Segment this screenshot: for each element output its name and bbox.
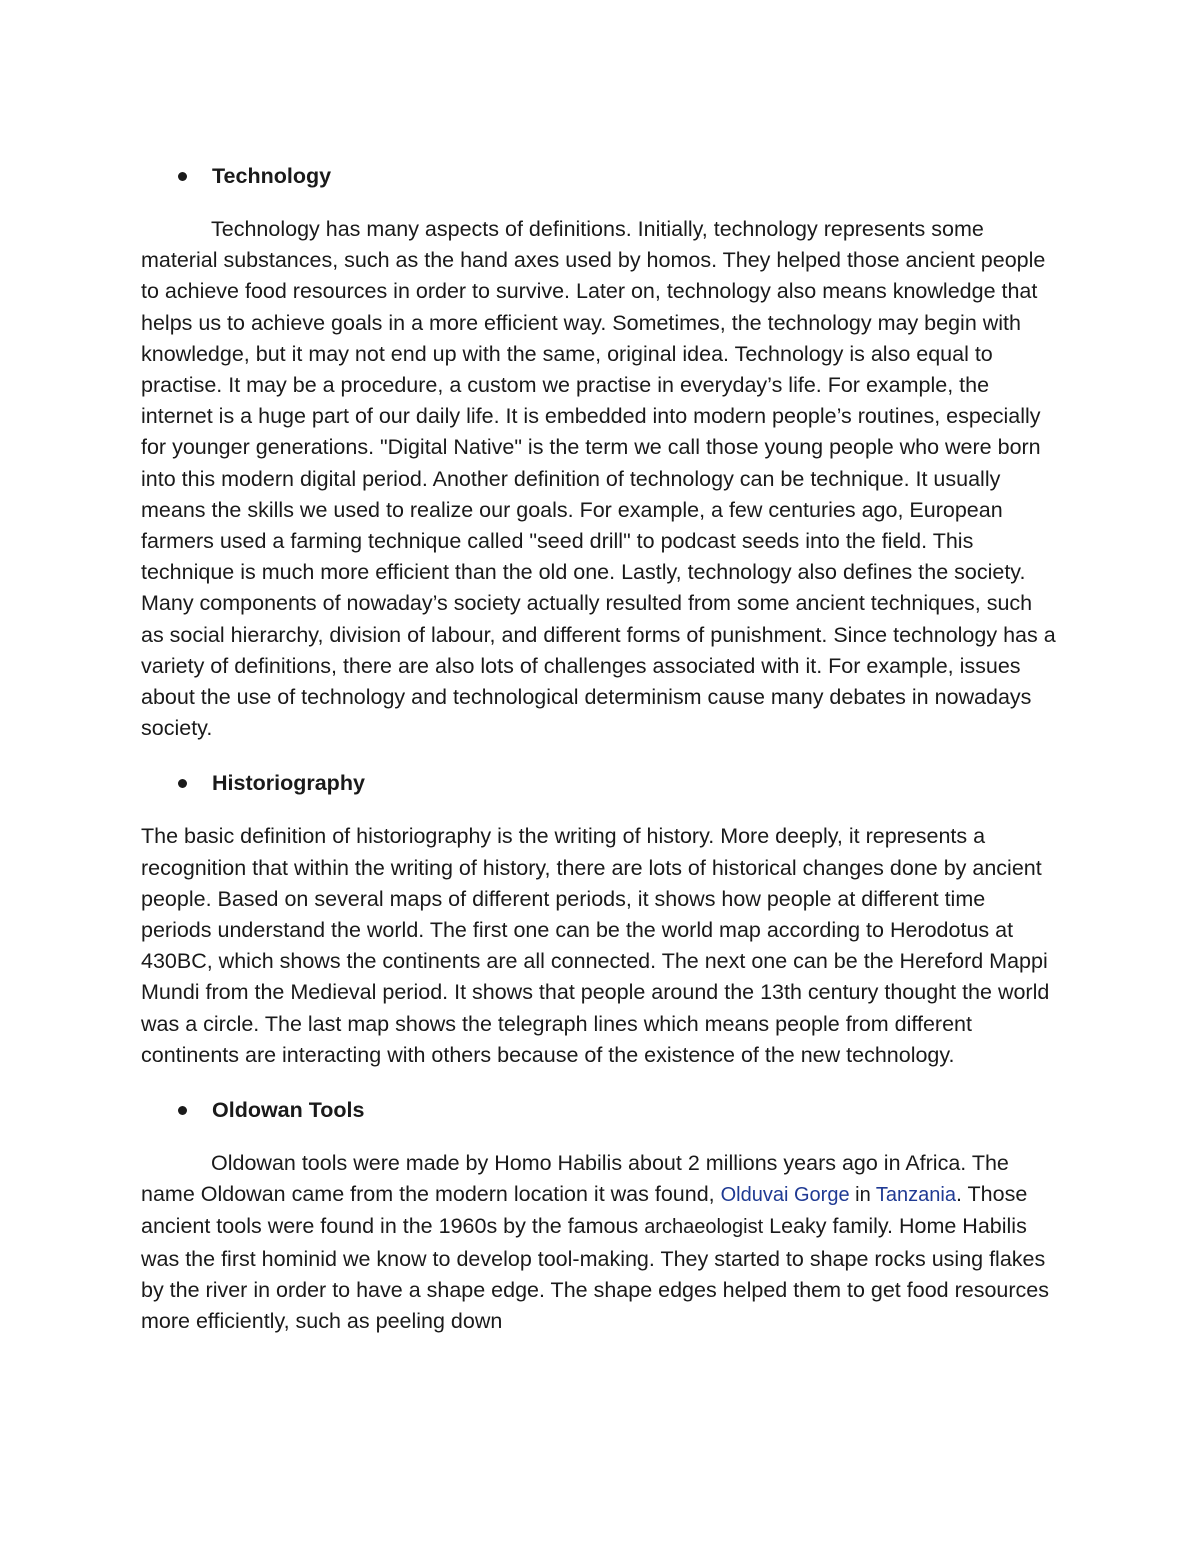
paragraph-text: Leaky family. Home Habilis was the first hominid we know to develop tool-making. They started to shape rocks using flakes by the river in order to have a shape edge. The shape edges helped them to get food resources more efficiently, such as peeling down bbox=[141, 1214, 1049, 1334]
link-olduvai-gorge[interactable]: Olduvai Gorge bbox=[720, 1184, 850, 1207]
section-heading-technology bbox=[178, 160, 1056, 192]
bullet-icon bbox=[178, 1106, 187, 1115]
heading-text: Historiography bbox=[212, 771, 365, 796]
paragraph-technology: Technology has many aspects of definitions. Initially, technology represents some material substances, such as the hand axes used by homos. They helped those ancient people to achieve food resources in order to survive. Later on, technology also means knowledge that helps us to achieve goals in a more efficient way. Sometimes, the technology may begin with knowledge, but it may not end up with the same, original idea. Technology is also equal to practise. It may be a procedure, a custom we practise in everyday’s life. For example, the internet is a huge part of our daily life. It is embedded into modern people’s routines, especially for younger generations. "Digital Native" is the term we call those young people who were born into this modern digital period. Another definition of technology can be technique. It usually means the skills we used to realize our goals. For example, a few centuries ago, European farmers used a farming technique called "seed drill" to podcast seeds into the field. This technique is much more efficient than the old one. Lastly, technology also defines the society. Many components of nowaday’s society actually resulted from some ancient techniques, such as social hierarchy, division of labour, and different forms of punishment. Since technology has a variety of definitions, there are also lots of challenges associated with it. For example, issues about the use of technology and technological determinism cause many debates in nowadays society. bbox=[141, 217, 1056, 741]
section-heading-historiography bbox=[178, 767, 1056, 799]
paragraph-text: . Those ancient tools were found in the 1960s by the famous bbox=[141, 1182, 1028, 1239]
paragraph-text: Oldowan tools were made by Homo Habilis about 2 millions years ago in Africa. The name Oldowan came from the modern location it was found, bbox=[141, 1151, 1009, 1207]
paragraph-text: in bbox=[849, 1184, 876, 1207]
heading-text: Oldowan Tools bbox=[212, 1098, 365, 1123]
paragraph-historiography: The basic definition of historiography is the writing of history. More deeply, it represents a recognition that within the writing of history, there are lots of historical changes done by ancient people. Based on several maps of different periods, it shows how people at different time periods understand the world. The first one can be the world map according to Herodotus at 430BC, which shows the continents are all connected. The next one can be the Hereford Mappi Mundi from the Medieval period. It shows that people around the 13th century thought the world was a circle. The last map shows the telegraph lines which means people from different continents are interacting with others because of the existence of the new technology. bbox=[141, 824, 1050, 1067]
bullet-icon bbox=[178, 172, 187, 181]
paragraph-oldowan-tools bbox=[141, 1148, 1056, 1337]
heading-text: Technology bbox=[212, 164, 332, 188]
link-tanzania[interactable]: Tanzania bbox=[875, 1184, 956, 1207]
bullet-icon bbox=[178, 779, 187, 788]
paragraph-text: archaeologist bbox=[644, 1216, 764, 1239]
document-page bbox=[141, 160, 1056, 1337]
section-heading-oldowan-tools bbox=[178, 1094, 1056, 1126]
